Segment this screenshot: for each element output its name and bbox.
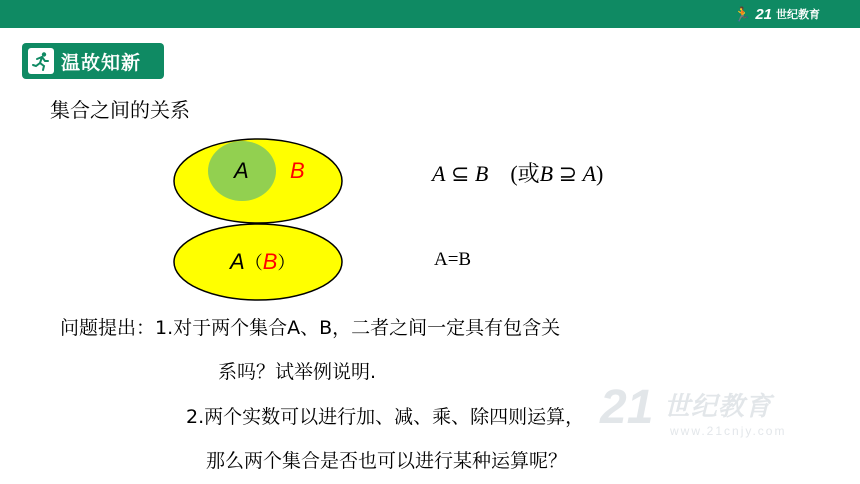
page-heading: 集合之间的关系 — [50, 98, 190, 122]
rel-open: (或 — [510, 161, 540, 186]
watermark-mark: 21 — [600, 381, 654, 434]
brand-logo — [734, 4, 820, 24]
subset-venn-diagram — [172, 137, 344, 225]
question-line-3: 2.两个实数可以进行加、减、乘、除四则运算， — [186, 406, 585, 428]
question-line-4: 那么两个集合是否也可以进行某种运算呢？ — [206, 450, 568, 472]
supset-symbol: ⊇ — [558, 161, 578, 186]
eq-set-b-label: B — [262, 249, 278, 274]
equal-relation: A=B — [434, 249, 472, 270]
set-b-label: B — [290, 158, 305, 183]
rel-a2: A — [582, 161, 597, 186]
question-line-2: 系吗？试举例说明. — [218, 361, 377, 383]
eq-paren-close: ） — [277, 253, 296, 273]
equal-venn-diagram — [172, 222, 344, 302]
top-bar — [0, 0, 860, 28]
watermark-url: www.21cnjy.com — [670, 424, 787, 438]
eq-paren-open: （ — [244, 253, 263, 273]
runner-icon: 🏃 — [733, 5, 752, 22]
set-a-label: A — [234, 158, 249, 183]
watermark-text: 世纪教育 — [664, 391, 773, 421]
section-badge — [22, 43, 164, 79]
badge-label: 温故知新 — [61, 51, 142, 74]
rel-b2: B — [539, 161, 554, 186]
question-line-1: 问题提出：1.对于两个集合A、B，二者之间一定具有包含关 — [60, 317, 561, 339]
eq-set-a-label: A — [230, 249, 245, 274]
logo-text: 世纪教育 — [776, 9, 820, 21]
svg-text:A（B） — [228, 249, 295, 274]
runner-icon — [28, 48, 54, 74]
logo-mark: 21 — [755, 5, 772, 23]
rel-b: B — [474, 161, 489, 186]
watermark-logo — [600, 380, 830, 450]
subset-relation — [432, 157, 603, 188]
subset-symbol: ⊆ — [450, 161, 470, 186]
rel-close: ) — [596, 161, 604, 186]
rel-a: A — [432, 161, 446, 186]
